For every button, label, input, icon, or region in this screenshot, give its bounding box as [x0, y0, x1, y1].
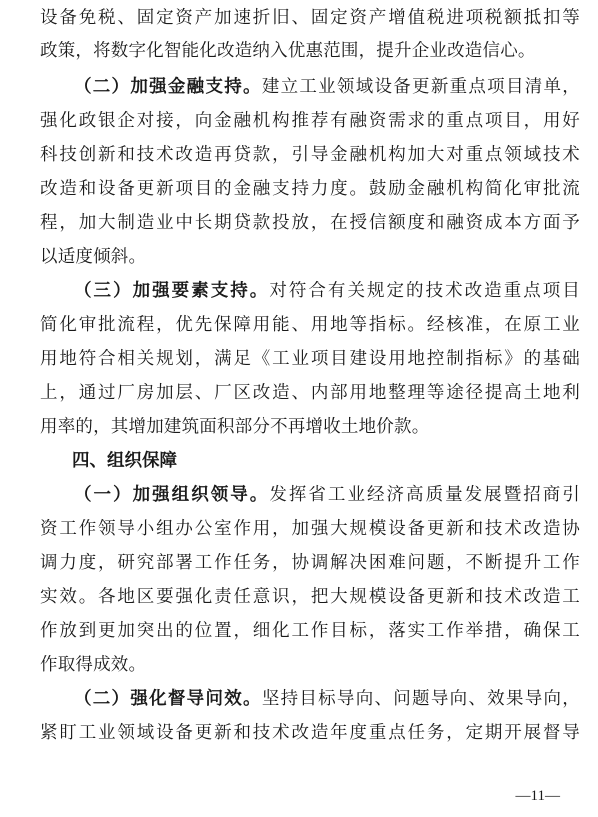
body-line: 作取得成效。 [40, 655, 147, 675]
paragraph-first-line [74, 684, 580, 714]
body-line: 上，通过厂房加层、厂区改造、内部用地整理等途径提高土地利 [40, 383, 580, 403]
body-line: 作放到更加突出的位置，细化工作目标，落实工作举措，确保工 [40, 621, 580, 641]
paragraph-lead: （三）加强要素支持。 [74, 281, 270, 301]
body-line: 以适度倾斜。 [40, 247, 147, 267]
paragraph-text: 对符合有关规定的技术改造重点项目 [269, 281, 581, 301]
body-line: 设备免税、固定资产加速折旧、固定资产增值税进项税额抵扣等 [40, 8, 580, 28]
paragraph-text: 建立工业领域设备更新重点项目清单， [261, 77, 580, 97]
page-number: —11— [515, 788, 560, 804]
body-line: 调力度，研究部署工作任务，协调解决困难问题，不断提升工作 [40, 553, 580, 573]
paragraph-text: 发挥省工业经济高质量发展暨招商引 [269, 485, 581, 505]
paragraph-lead: （二）加强金融支持。 [74, 77, 262, 97]
body-line: 程，加大制造业中长期贷款投放，在授信额度和融资成本方面予 [40, 213, 580, 233]
body-line: 资工作领导小组办公室作用，加强大规模设备更新和技术改造协 [40, 519, 580, 539]
body-line: 简化审批流程，优先保障用能、用地等指标。经核准，在原工业 [40, 315, 580, 335]
paragraph-lead: （二）强化督导问效。 [74, 689, 262, 709]
section-heading: 四、组织保障 [72, 451, 177, 471]
body-line: 科技创新和技术改造再贷款，引导金融机构加大对重点领域技术 [40, 145, 580, 165]
paragraph-lead: （一）加强组织领导。 [74, 485, 270, 505]
body-line: 政策，将数字化智能化改造纳入优惠范围，提升企业改造信心。 [40, 41, 536, 61]
body-line: 实效。各地区要强化责任意识，把大规模设备更新和技术改造工 [40, 587, 580, 607]
body-line: 改造和设备更新项目的金融支持力度。鼓励金融机构简化审批流 [40, 179, 580, 199]
body-line: 用率的，其增加建筑面积部分不再增收土地价款。 [40, 417, 430, 437]
paragraph-text: 坚持目标导向、问题导向、效果导向， [261, 689, 580, 709]
body-line: 紧盯工业领域设备更新和技术改造年度重点任务，定期开展督导 [40, 723, 580, 743]
body-line: 用地符合相关规划，满足《工业项目建设用地控制指标》的基础 [40, 349, 580, 369]
paragraph-first-line [74, 72, 580, 102]
paragraph-first-line [74, 480, 580, 510]
paragraph-first-line [74, 276, 580, 306]
body-line: 强化政银企对接，向金融机构推荐有融资需求的重点项目，用好 [40, 111, 580, 131]
